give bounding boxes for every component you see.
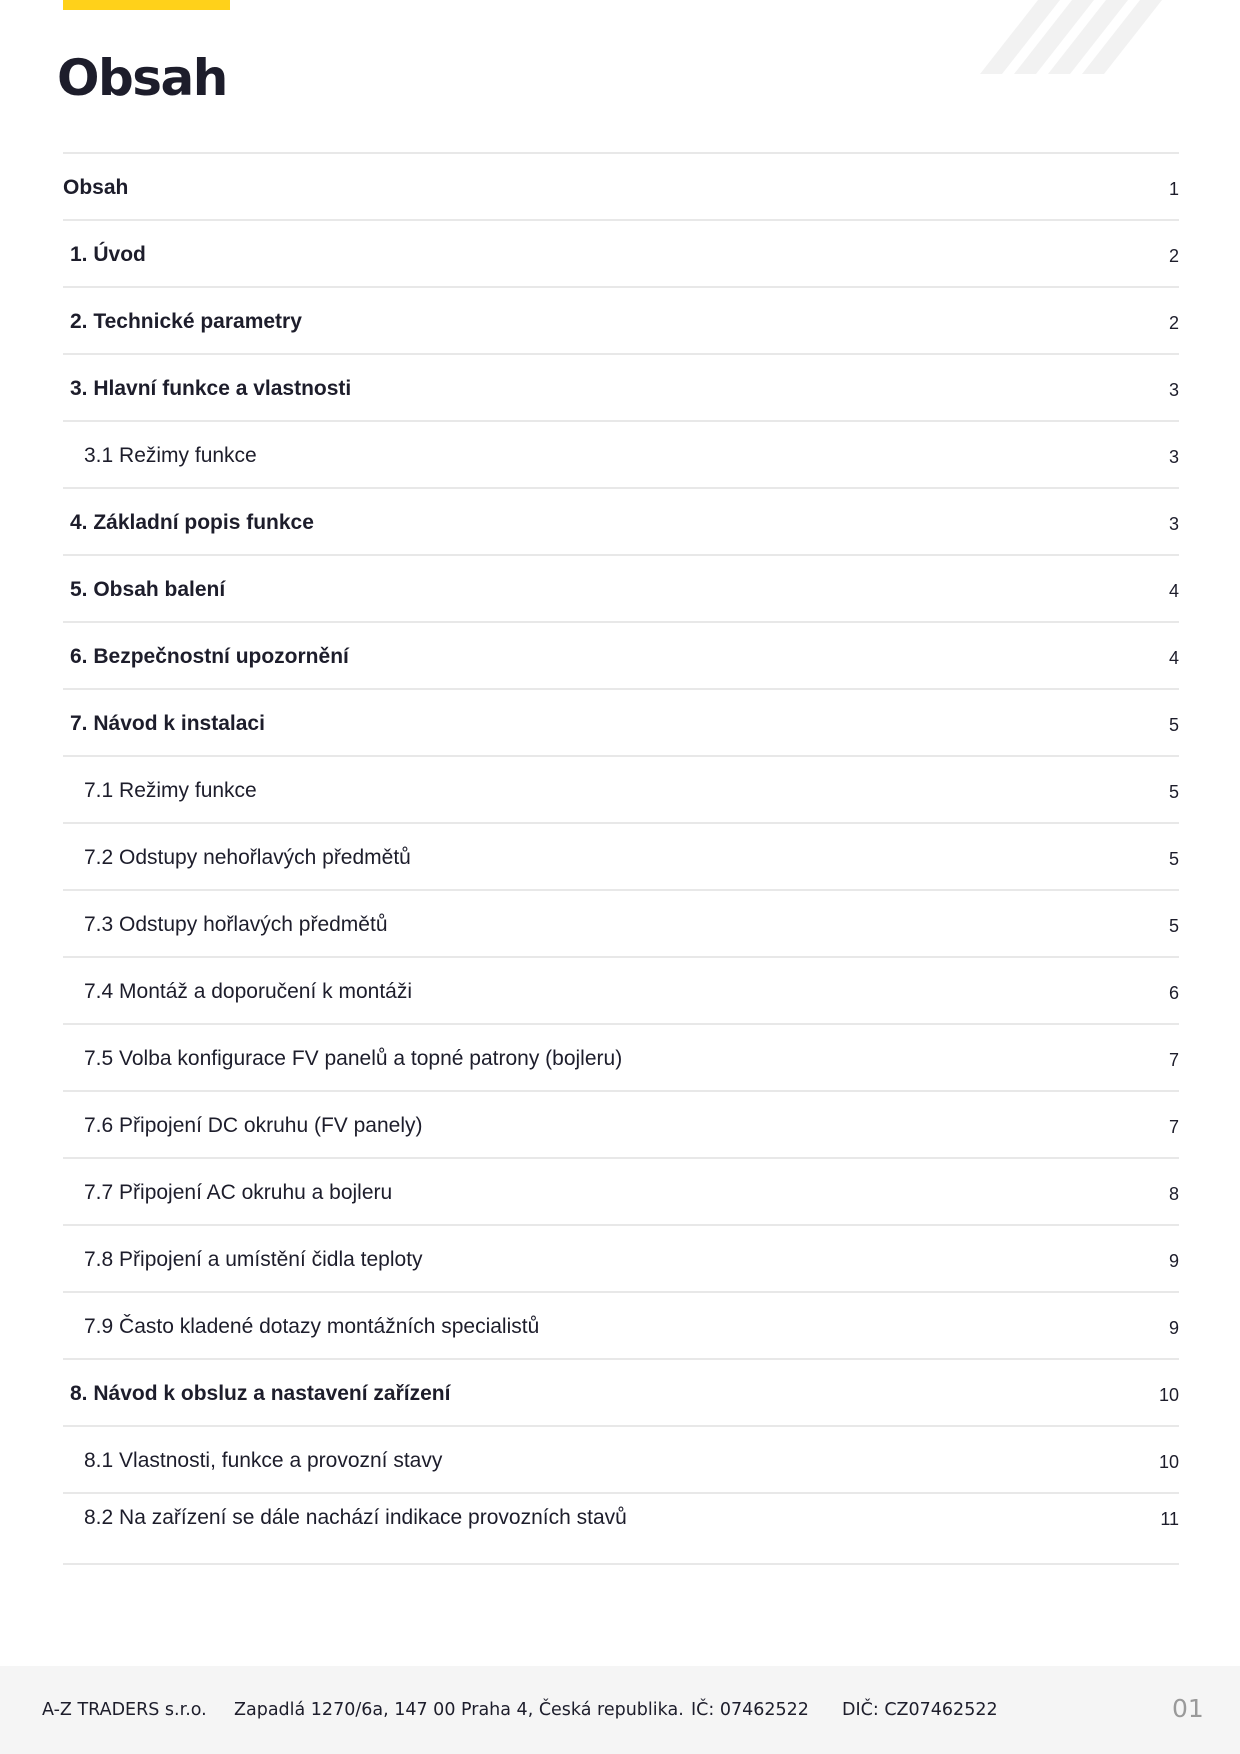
toc-entry[interactable] — [63, 422, 1179, 489]
toc-entry[interactable] — [63, 556, 1179, 623]
toc-entry[interactable] — [63, 1092, 1179, 1159]
toc-entry-page-number: 4 — [1168, 648, 1179, 668]
toc-entry[interactable] — [63, 489, 1179, 556]
toc-entry-label: 7.7 Připojení AC okruhu a bojleru — [84, 1181, 393, 1204]
footer-company: A-Z TRADERS s.r.o. — [42, 1700, 207, 1720]
toc-entry[interactable] — [63, 154, 1179, 221]
toc-entry-page-number: 11 — [1160, 1509, 1179, 1529]
toc-entry[interactable] — [63, 1159, 1179, 1226]
toc-entry-label: 5. Obsah balení — [70, 578, 226, 601]
toc-entry[interactable] — [63, 1427, 1179, 1494]
toc-entry-label: 4. Základní popis funkce — [70, 511, 314, 534]
toc-entry-page-number: 1 — [1168, 179, 1179, 199]
toc-entry[interactable] — [63, 623, 1179, 690]
toc-entry[interactable] — [63, 958, 1179, 1025]
toc-entry-page-number: 7 — [1168, 1050, 1179, 1070]
toc-entry[interactable] — [63, 1226, 1179, 1293]
footer-page-number: 01 — [1172, 1694, 1204, 1723]
footer-ic: IČ: 07462522 — [691, 1700, 809, 1720]
accent-bar — [63, 0, 230, 10]
toc-entry[interactable] — [63, 1360, 1179, 1427]
toc-entry-label: 7.2 Odstupy nehořlavých předmětů — [84, 846, 411, 869]
toc-entry-page-number: 7 — [1168, 1117, 1179, 1137]
toc-entry-label: 6. Bezpečnostní upozornění — [70, 645, 349, 668]
toc-entry-page-number: 5 — [1168, 715, 1179, 735]
toc-entry-page-number: 3 — [1168, 514, 1179, 534]
toc-entry-label: 3. Hlavní funkce a vlastnosti — [70, 377, 352, 400]
page-title: Obsah — [57, 49, 227, 107]
toc-entry-page-number: 2 — [1168, 313, 1179, 333]
toc-entry-label: 7.5 Volba konfigurace FV panelů a topné patrony (bojleru) — [84, 1047, 623, 1070]
toc-entry-page-number: 10 — [1158, 1385, 1179, 1405]
toc-entry-label: 7.4 Montáž a doporučení k montáži — [84, 980, 413, 1003]
toc-entry-label: 7.6 Připojení DC okruhu (FV panely) — [84, 1114, 423, 1137]
toc-entry-page-number: 3 — [1168, 447, 1179, 467]
toc-entry-page-number: 5 — [1168, 849, 1179, 869]
toc-entry-page-number: 9 — [1168, 1251, 1179, 1271]
toc-entry[interactable] — [63, 288, 1179, 355]
toc-entry-label: 7.1 Režimy funkce — [84, 779, 257, 802]
toc-entry-page-number: 8 — [1168, 1184, 1179, 1204]
toc-entry-label: 7.9 Často kladené dotazy montážních specialistů — [84, 1315, 540, 1338]
toc-entry[interactable] — [63, 1494, 1179, 1565]
toc-entry-label: 3.1 Režimy funkce — [84, 444, 257, 467]
toc-entry-page-number: 2 — [1168, 246, 1179, 266]
toc-entry[interactable] — [63, 757, 1179, 824]
footer-dic: DIČ: CZ07462522 — [842, 1700, 998, 1720]
toc-entry-label: 8.1 Vlastnosti, funkce a provozní stavy — [84, 1449, 443, 1472]
toc-entry-page-number: 5 — [1168, 916, 1179, 936]
toc-entry-page-number: 5 — [1168, 782, 1179, 802]
toc-entry-label: 2. Technické parametry — [70, 310, 302, 333]
toc-entry-label: 8.2 Na zařízení se dále nachází indikace provozních stavů — [84, 1506, 627, 1529]
toc-entry[interactable] — [63, 1025, 1179, 1092]
footer — [0, 1666, 1240, 1754]
decorative-stripes — [980, 0, 1170, 74]
toc-entry[interactable] — [63, 355, 1179, 422]
toc-entry-page-number: 4 — [1168, 581, 1179, 601]
toc-entry-label: 7. Návod k instalaci — [70, 712, 265, 735]
toc-entry[interactable] — [63, 824, 1179, 891]
toc-entry-page-number: 3 — [1168, 380, 1179, 400]
toc-entry[interactable] — [63, 221, 1179, 288]
toc-entry-label: 7.3 Odstupy hořlavých předmětů — [84, 913, 388, 936]
toc-entry[interactable] — [63, 1293, 1179, 1360]
toc-entry-label: Obsah — [63, 176, 129, 199]
toc-entry-page-number: 9 — [1168, 1318, 1179, 1338]
toc-entry[interactable] — [63, 690, 1179, 757]
toc-entry-page-number: 10 — [1158, 1452, 1179, 1472]
table-of-contents — [63, 152, 1179, 1565]
toc-entry[interactable] — [63, 891, 1179, 958]
toc-entry-label: 7.8 Připojení a umístění čidla teploty — [84, 1248, 423, 1271]
toc-entry-page-number: 6 — [1168, 983, 1179, 1003]
toc-entry-label: 1. Úvod — [70, 243, 146, 266]
toc-entry-label: 8. Návod k obsluz a nastavení zařízení — [70, 1382, 451, 1405]
footer-address: Zapadlá 1270/6a, 147 00 Praha 4, Česká republika. — [234, 1700, 684, 1720]
